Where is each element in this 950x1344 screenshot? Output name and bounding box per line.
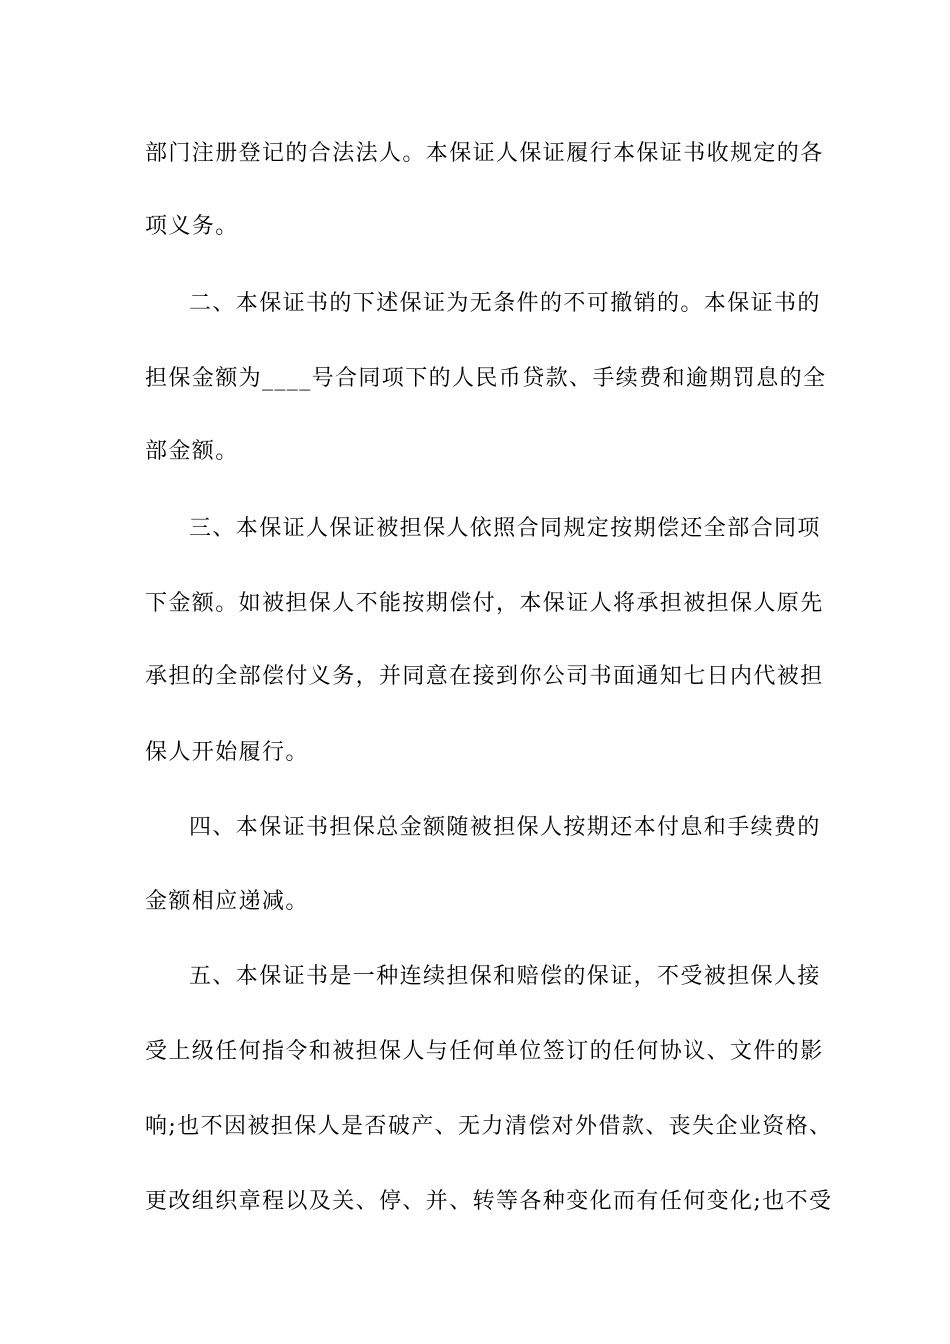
text-line: 更改组织章程以及关、停、并、转等各种变化而有任何变化;也不受 xyxy=(145,1189,833,1214)
paragraph-start-line: 二、本保证书的下述保证为无条件的不可撤销的。本保证书的 xyxy=(189,291,821,316)
text-line: 受上级任何指令和被担保人与任何单位签订的任何协议、文件的影 xyxy=(145,1039,824,1064)
text-line: 响;也不因被担保人是否破产、无力清偿对外借款、丧失企业资格、 xyxy=(145,1114,833,1139)
paragraph-start-line: 三、本保证人保证被担保人依照合同规定按期偿还全部合同项 xyxy=(189,516,821,541)
paragraph-start-line: 四、本保证书担保总金额随被担保人按期还本付息和手续费的 xyxy=(189,815,821,840)
text-line: 金额相应递减。 xyxy=(145,889,309,914)
text-line: 担保金额为____号合同项下的人民币贷款、手续费和逾期罚息的全 xyxy=(145,366,827,391)
text-line: 部金额。 xyxy=(145,439,239,464)
text-line: 承担的全部偿付义务，并同意在接到你公司书面通知七日内代被担 xyxy=(145,664,824,689)
text-line: 项义务。 xyxy=(145,214,239,239)
text-line: 保人开始履行。 xyxy=(145,740,309,765)
paragraph-start-line: 五、本保证书是一种连续担保和赔偿的保证，不受被担保人接 xyxy=(189,964,821,989)
text-line: 下金额。如被担保人不能按期偿付，本保证人将承担被担保人原先 xyxy=(145,591,824,616)
text-line: 部门注册登记的合法法人。本保证人保证履行本保证书收规定的各 xyxy=(145,141,824,166)
